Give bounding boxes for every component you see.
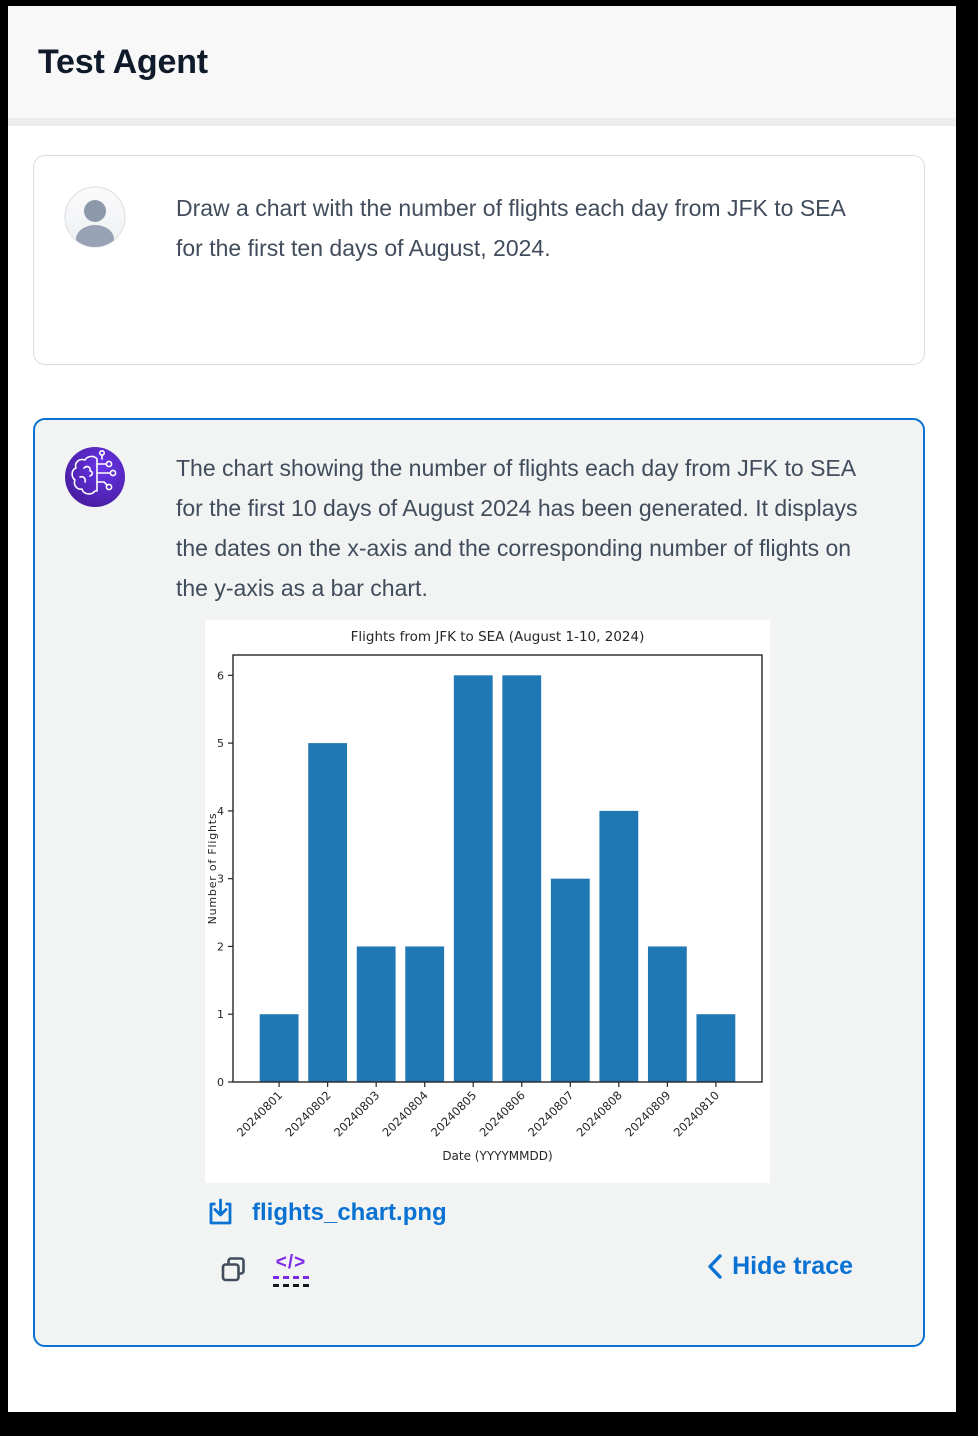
flights-chart-image — [205, 620, 770, 1183]
bar-20240806 — [502, 675, 541, 1082]
page-title: Test Agent — [38, 42, 208, 81]
flights-bar-chart — [205, 620, 770, 1183]
svg-text:5: 5 — [217, 737, 224, 751]
user-message-card — [33, 155, 925, 365]
code-icon: </> — [275, 1252, 307, 1273]
svg-text:1: 1 — [217, 1008, 224, 1022]
svg-text:4: 4 — [217, 804, 224, 818]
download-attachment-link[interactable] — [205, 1197, 447, 1228]
svg-text:20240810: 20240810 — [670, 1088, 723, 1140]
svg-text:20240801: 20240801 — [233, 1088, 286, 1140]
svg-text:20240805: 20240805 — [428, 1088, 480, 1140]
svg-text:20240809: 20240809 — [622, 1088, 674, 1140]
bar-20240803 — [357, 946, 396, 1082]
agent-actions-row — [219, 1252, 853, 1287]
user-message-text: Draw a chart with the number of flights each day from JFK to SEA for the first ten days of August, 2024. — [176, 195, 845, 261]
bar-20240802 — [308, 743, 347, 1082]
download-icon — [205, 1197, 236, 1228]
svg-text:20240806: 20240806 — [476, 1088, 528, 1140]
agent-message-text: The chart showing the number of flights each day from JFK to SEA for the first 10 days of August 2024 has been generated. It displays the dates on the x-axis and the corresponding number of flights on the y-axis as a bar chart. — [176, 455, 858, 601]
svg-text:2: 2 — [217, 940, 224, 954]
svg-text:Flights from JFK to SEA (Augus: Flights from JFK to SEA (August 1-10, 2024) — [350, 629, 645, 645]
bar-20240804 — [405, 946, 444, 1082]
svg-text:6: 6 — [217, 669, 224, 683]
svg-text:3: 3 — [217, 872, 224, 886]
chevron-left-icon — [706, 1253, 723, 1280]
bar-20240810 — [696, 1014, 735, 1082]
svg-text:Date (YYYYMMDD): Date (YYYYMMDD) — [442, 1149, 553, 1163]
attachment-filename: flights_chart.png — [252, 1198, 447, 1226]
app-header — [8, 6, 956, 126]
svg-text:20240807: 20240807 — [525, 1088, 577, 1140]
view-code-button[interactable] — [273, 1252, 309, 1287]
agent-response-card — [33, 418, 925, 1347]
copy-icon — [219, 1255, 249, 1285]
svg-text:20240802: 20240802 — [282, 1088, 334, 1140]
bar-20240807 — [551, 879, 590, 1082]
user-avatar-icon — [64, 186, 126, 248]
svg-text:20240808: 20240808 — [573, 1088, 625, 1140]
bar-20240801 — [260, 1014, 299, 1082]
bar-20240809 — [648, 946, 687, 1082]
code-underline-purple — [273, 1276, 309, 1279]
svg-text:20240803: 20240803 — [330, 1088, 383, 1140]
copy-button[interactable] — [219, 1255, 249, 1285]
hide-trace-button[interactable] — [706, 1252, 853, 1281]
bar-20240805 — [454, 675, 493, 1082]
bar-20240808 — [599, 811, 638, 1082]
svg-text:0: 0 — [217, 1076, 224, 1089]
code-underline-dark — [273, 1284, 309, 1287]
svg-text:20240804: 20240804 — [379, 1088, 431, 1140]
app-window — [8, 6, 956, 1412]
agent-ai-avatar-icon — [64, 446, 126, 508]
svg-text:Number of Flights: Number of Flights — [206, 812, 219, 925]
hide-trace-label: Hide trace — [732, 1252, 853, 1280]
